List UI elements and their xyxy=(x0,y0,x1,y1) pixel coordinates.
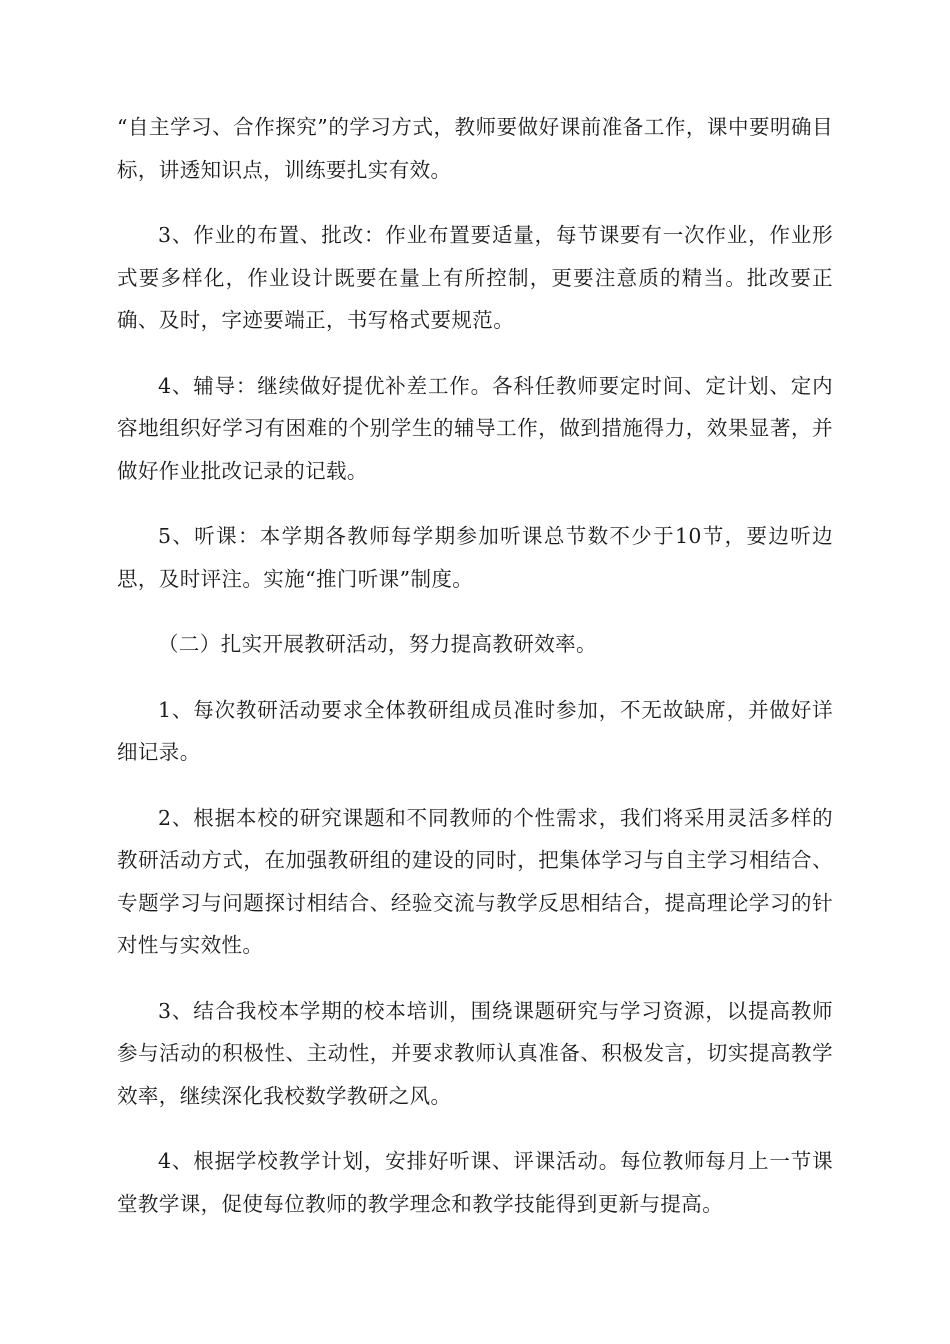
paragraph-research-methods: 2、根据本校的研究课题和不同教师的个性需求，我们将采用灵活多样的教研活动方式，在加强教研组的建设的同时，把集体学习与自主学习相结合、专题学习与问题探讨相结合、经验交流与教学反思相结合，提高理论学习的针对性与实效性。 xyxy=(117,805,833,957)
section-heading-research-activities: （二）扎实开展教研活动，努力提高教研效率。 xyxy=(158,632,597,656)
paragraph-lesson-observation: 5、听课：本学期各教师每学期参加听课总节数不少于10节，要边听边思，及时评注。实施“推门听课”制度。 xyxy=(117,524,833,591)
document-body xyxy=(117,106,833,1248)
paragraph-school-training: 3、结合我校本学期的校本培训，围绕课题研究与学习资源，以提高教师参与活动的积极性、主动性，并要求教师认真准备、积极发言，切实提高教学效率，继续深化我校数学教研之风。 xyxy=(117,998,833,1108)
paragraph-attendance: 1、每次教研活动要求全体教研组成员准时参加，不无故缺席，并做好详细记录。 xyxy=(117,697,833,764)
paragraph-tutoring: 4、辅导：继续做好提优补差工作。各科任教师要定时间、定计划、定内容地组织好学习有困难的个别学生的辅导工作，做到措施得力，效果显著，并做好作业批改记录的记载。 xyxy=(117,373,833,483)
paragraph-teaching-plan: 4、根据学校教学计划，安排好听课、评课活动。每位教师每月上一节课堂教学课，促使每位教师的教学理念和教学技能得到更新与提高。 xyxy=(117,1149,833,1216)
paragraph-learning-method: “自主学习、合作探究”的学习方式，教师要做好课前准备工作，课中要明确目标，讲透知识点，训练要扎实有效。 xyxy=(117,115,833,182)
paragraph-homework: 3、作业的布置、批改：作业布置要适量，每节课要有一次作业，作业形式要多样化，作业设计既要在量上有所控制，更要注意质的精当。批改要正确、及时，字迹要端正，书写格式要规范。 xyxy=(117,223,833,332)
